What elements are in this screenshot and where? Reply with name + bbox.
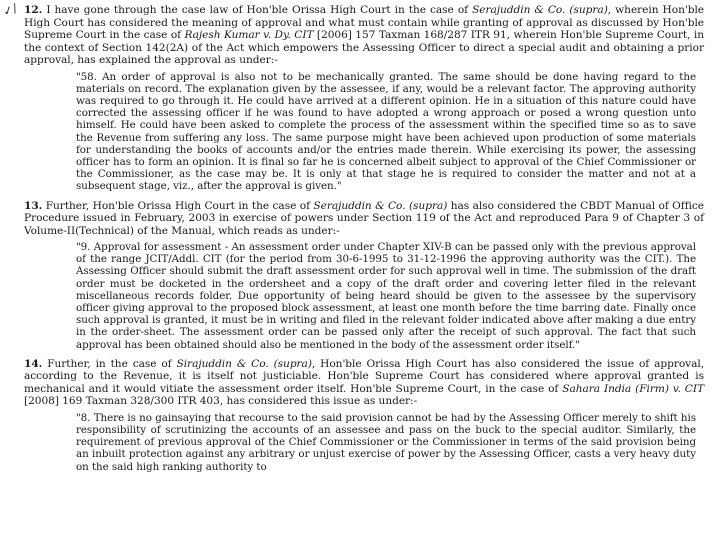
case-name: Rajesh Kumar v. Dy. CIT [184, 29, 314, 41]
paragraph-text: I have gone through the case law of Hon'ble Orissa High Court in the case of [42, 4, 473, 16]
paragraph-text: [2008] 169 Taxman 328/300 ITR 403, has considered this issue as under:- [24, 395, 418, 408]
case-name: Serajuddin & Co. (supra) [472, 4, 608, 16]
case-name: Serajuddin & Co. (supra) [313, 199, 448, 212]
quote-58: "58. An order of approval is also not to be mechanically granted. The same should be done having regard to the materials on record. The explanation given by the assessee, if any, would be a relevant factor. The approving authority was required to go through it. He could have arrived at a different opinion. He in a situation of this nature could have corrected the assessing officer if he was found to have adopted a wrong approach or posed a wrong question unto himself. He could have been asked to complete the process of the assessment within the specified time so as to save the Revenue from suffering any loss. The same purpose might have been achieved upon production of some materials for understanding the books of accounts and/or the entries made therein. While exercising its power, the assessing officer has to form an opinion. It is final so far he is concerned albeit subject to approval of the Chief Commissioner or the Commissioner, as the case may be. It is only at that stage he is required to consider the matter and not at a subsequent stage, viz., after the approval is given." [76, 70, 696, 193]
quote-9: "9. Approval for assessment - An assessment order under Chapter XIV-B can be passed only with the previous approval of the range JCIT/Addl. CIT (for the period from 30-6-1995 to 31-12-1996 the approving authority was the CIT.). The Assessing Officer should submit the draft assessment order for such approval well in time. The submission of the draft order must be docketed in the ordersheet and a copy of the draft order and covering letter filed in the relevant miscellaneous records folder. Due opportunity of being heard should be given to the assessee by the supervisory officer giving approval to the proposed block assessment, at least one month before the time barring date. Finally once such approval is granted, it must be in writing and filed in the relevant folder indicated above after making a due entry in the order-sheet. The assessment order can be passed only after the receipt of such approval. The fact that such approval has been obtained should also be mentioned in the body of the assessment order itself." [76, 241, 696, 351]
paragraph-text: Further, Hon'ble Orissa High Court in the case of [42, 199, 314, 212]
quote-8: "8. There is no gainsaying that recourse to the said provision cannot be had by the Assessing Officer merely to shift his responsibility of scrutinizing the accounts of an assessee and pass on the buck to the special auditor. Similarly, the requirement of previous approval of the Chief Commissioner or the Commissioner in terms of the said provision being an inbuilt protection against any arbitrary or unjust exercise of power by the Assessing Officer, casts a very heavy duty on the said high ranking authority to [76, 411, 696, 473]
paragraph-13 [24, 200, 704, 238]
case-name: Sahara India (Firm) v. CIT [562, 382, 705, 395]
paragraph-text: , wherein Hon'ble High Court has considered the meaning of approval and what must contain while granting of approval as discussed by Hon'ble Supreme Court in the case of [24, 4, 705, 41]
paragraph-12 [24, 4, 704, 67]
paragraph-text: , Hon'ble Orissa High Court has also considered the issue of approval, according to the Revenue, it is itself not justiciable. Hon'ble Supreme Court has considered where approval granted is mechanical and it would vitiate the assessment order itself. Hon'ble Supreme Court, in the case of [24, 357, 705, 395]
paragraph-number: 12. [24, 4, 43, 16]
paragraph-number: 14. [24, 357, 43, 370]
paragraph-14 [24, 358, 704, 408]
margin-tick-mark: ✓/ [1, 1, 20, 19]
paragraph-text: has also considered the CBDT Manual of Office Procedure issued in February, 2003 in exercise of powers under Section 119 of the Act and reproduced Para 9 of Chapter 3 of Volume-II(Technical) of the Manual, which reads as under:- [24, 199, 704, 237]
paragraph-text: [2006] 157 Taxman 168/287 ITR 91, wherein Hon'ble Supreme Court, in the context of Section 142(2A) of the Act which empowers the Assessing Officer to direct a special audit and obtaining a prior approval, has explained the approval as under:- [24, 29, 704, 66]
paragraph-text: Further, in the case of [42, 357, 177, 370]
paragraph-number: 13. [24, 199, 43, 212]
case-name: Sirajuddin & Co. (supra) [176, 357, 312, 370]
